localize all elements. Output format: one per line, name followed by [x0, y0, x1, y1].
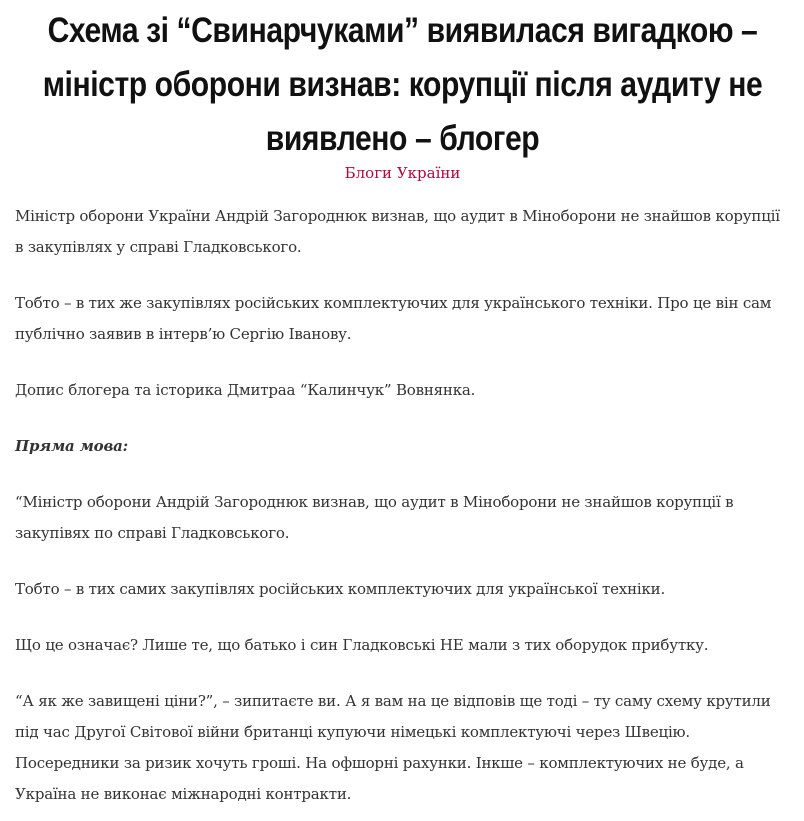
paragraph: Міністр оборони України Андрій Загороднюк визнав, що аудит в Міноборони не знайшов корупції в закупівлях у справі Гладковського.	[15, 207, 780, 256]
paragraph: Допис блогера та історика Дмитраа “Калинчук” Вовнянка.	[15, 381, 476, 399]
paragraph: Тобто – в тих же закупівлях російських комплектуючих для українського техніки. Про це він сам публічно заявив в інтерв’ю Сергію Іванову.	[15, 294, 772, 343]
paragraph: “Міністр оборони Андрій Загороднюк визнав, що аудит в Міноборони не знайшов корупції в закупівях по справі Гладковського.	[15, 493, 734, 542]
paragraph: Що це означає? Лише те, що батько і син Гладковські НЕ мали з тих оборудок прибутку.	[15, 636, 709, 654]
article-body	[15, 201, 790, 810]
category-link[interactable]: Блоги України	[344, 164, 461, 182]
paragraph: “А як же завищені ціни?”, – зипитаєте ви. А я вам на це відповів ще тоді – ту саму схему крутили під час Другої Світової війни британці купуючи німецькі комплектуючі через Швецію. Посередники за ризик хочуть гроші. На офшорні рахунки. Інкше – комплектуючих не буде, а Україна не виконає міжнародні контракти.	[15, 692, 771, 803]
paragraph: Тобто – в тих самих закупівлях російських комплектуючих для української техніки.	[15, 580, 666, 598]
article-title: Схема зі “Свинарчуками” виявилася вигадкою – міністр оборони визнав: корупції після аудиту не виявлено – блогер	[42, 11, 763, 158]
direct-speech-label: Пряма мова:	[15, 437, 128, 455]
